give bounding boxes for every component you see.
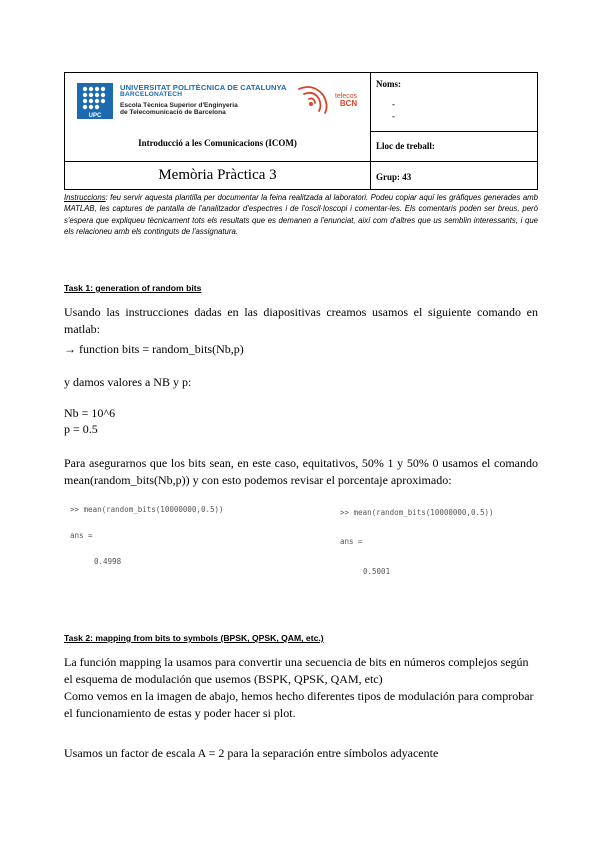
upc-logo-label: UPC (88, 113, 102, 119)
task2-paragraph: Usamos un factor de escala A = 2 para la separación entre símbolos adyacente (64, 746, 439, 760)
university-line1: UNIVERSITAT POLITÈCNICA DE CATALUNYA (120, 83, 287, 92)
task1-paragraph: Para asegurarnos que los bits sean, en este caso, equitativos, 50% 1 y 50% 0 usamos el comando mean(random_bits(Nb,p)) y con esto podemos revisar el porcentaje aproximado: (64, 456, 538, 487)
telecos-line1: telecos (335, 93, 358, 100)
university-line2: BARCELONATECH (120, 90, 183, 98)
instructions-text: : feu servir aquesta plantilla per documentar la feina realitzada al laboratori. Podeu copiar aquí les gràfiques generades amb MATLAB, les captures de pantalla de l'analitzador d'espectres i de l'oscil·loscopi i comentar-les. Els comentaris poden ser breus, però s'espera que expliqueu tècnicament tots els resultats que es demanen a l'enunciat, així com d'altres que us semblin interessants, i que els relacioneu amb els continguts de l'assignatura. (64, 193, 538, 236)
noms-label: Noms: (376, 79, 401, 89)
document-title: Memòria Pràctica 3 (158, 167, 277, 183)
matlab-result-value: 0.4998 (94, 557, 122, 566)
header-table (64, 72, 538, 190)
grup-label: Grup: 43 (376, 172, 412, 182)
telecos-logo-icon (295, 81, 335, 117)
noms-entry: - (392, 99, 395, 109)
course-name: Introducció a les Comunicacions (ICOM) (138, 138, 297, 148)
school-line2: de Telecomunicació de Barcelona (120, 108, 226, 116)
task1-p-value: p = 0.5 (64, 422, 98, 436)
university-name (120, 84, 287, 117)
task1-heading: Task 1: generation of random bits (64, 283, 202, 293)
task1-function: → function bits = random_bits(Nb,p) (64, 342, 244, 356)
instructions (64, 192, 538, 237)
telecos-line2: BCN (339, 99, 358, 109)
telecos-brand (335, 93, 357, 109)
task1-nb-value: Nb = 10^6 (64, 406, 116, 420)
matlab-output-screenshots (64, 497, 538, 593)
matlab-ans-label: ans = (340, 537, 363, 546)
lloc-label: Lloc de treball: (376, 141, 435, 151)
noms-entry: - (392, 111, 395, 121)
upc-logo-icon (77, 83, 113, 119)
header-divider (370, 131, 538, 132)
header-divider (65, 161, 538, 162)
task2-paragraph: Como vemos en la imagen de abajo, hemos hecho diferentes tipos de modulación para comprobar el funcionamiento de estas y poder hacer si plot. (64, 689, 534, 720)
task2-paragraph: La función mapping la usamos para convertir una secuencia de bits en números complejos según el esquema de modulación que usemos (BSPK, QPSK, QAM, etc) (64, 655, 529, 686)
matlab-command: >> mean(random_bits(10000000,0.5)) (340, 508, 494, 517)
school-line1: Escola Tècnica Superior d'Enginyeria (120, 101, 238, 109)
task2-heading: Task 2: mapping from bits to symbols (BPSK, QPSK, QAM, etc.) (64, 633, 324, 643)
matlab-command: >> mean(random_bits(10000000,0.5)) (70, 505, 224, 514)
matlab-ans-label: ans = (70, 531, 93, 540)
matlab-result-value: 0.5001 (363, 567, 391, 576)
task1-paragraph: y damos valores a NB y p: (64, 375, 192, 389)
task1-paragraph: Usando las instrucciones dadas en las diapositivas creamos usamos el siguiente comando en matlab: (64, 305, 538, 336)
instructions-label: Instruccions (64, 193, 106, 202)
